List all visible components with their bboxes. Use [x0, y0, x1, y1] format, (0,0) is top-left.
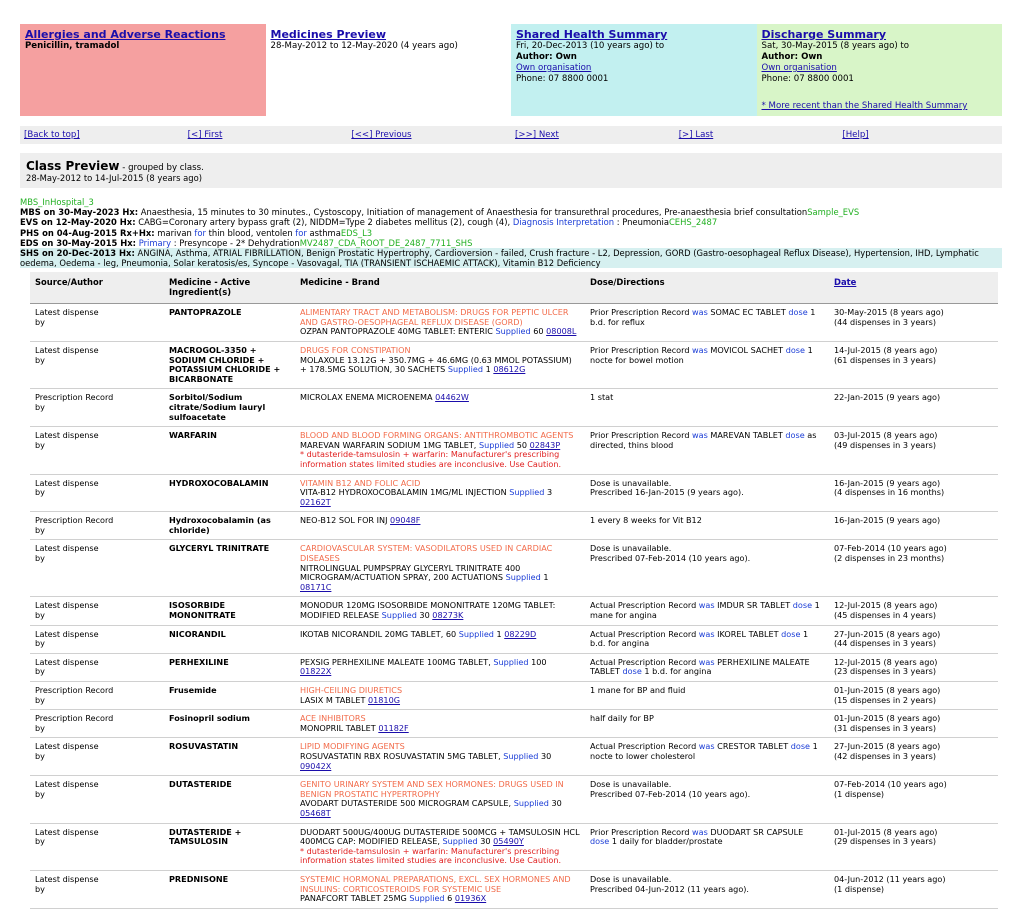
date-cell: 14-Jul-2015 (8 years ago) (61 dispenses in 3 years): [829, 341, 998, 388]
ds-more-recent-note[interactable]: * More recent than the Shared Health Summary: [761, 101, 968, 111]
col-brand: Medicine - Brand: [295, 272, 585, 304]
table-row: [30, 738, 998, 776]
source-cell: Latest dispense by: [30, 341, 164, 388]
brand-name: NEO-B12 SOL FOR INJ: [300, 515, 391, 526]
dose-cell: Actual Prescription Record was IMDUR SR TABLET dose 1 mane for angina: [585, 597, 829, 625]
pbs-code-link[interactable]: 01810G: [367, 694, 401, 705]
table-row: [30, 341, 998, 388]
brand-cell: [295, 474, 585, 512]
table-row: [30, 870, 998, 908]
supplied-label: Supplied: [447, 364, 484, 375]
ingredient-cell: PERHEXILINE: [164, 653, 295, 681]
mbs-inhospital-tag: MBS_InHospital_3: [20, 197, 94, 207]
table-row: [30, 682, 998, 710]
source-cell: Prescription Record by: [30, 389, 164, 427]
drug-class: DRUGS FOR CONSTIPATION: [300, 344, 411, 355]
brand-name: PEXSIG PERHEXILINE MALEATE 100MG TABLET,: [300, 656, 494, 667]
allergies-value: Penicillin, tramadol: [25, 41, 120, 51]
supplied-qty: 100: [528, 656, 547, 667]
supplied-label: Supplied: [478, 439, 515, 450]
shs-author: Author: Own: [516, 52, 577, 62]
dose-cell: Dose is unavailable. Prescribed 16-Jan-2015 (9 years ago).: [585, 474, 829, 512]
dose-cell: Dose is unavailable. Prescribed 07-Feb-2014 (10 years ago).: [585, 776, 829, 823]
brand-cell: [295, 427, 585, 474]
drug-class: ALIMENTARY TRACT AND METABOLISM: DRUGS FOR PEPTIC ULCER AND GASTRO-OESOPHAGEAL REFLUX DISEASE (GORD): [300, 307, 569, 327]
date-cell: 07-Feb-2014 (10 years ago) (1 dispense): [829, 776, 998, 823]
table-row: [30, 653, 998, 681]
page-title: Class Preview: [26, 159, 120, 173]
allergies-link[interactable]: Allergies and Adverse Reactions: [25, 28, 226, 41]
brand-name: AVODART DUTASTERIDE 500 MICROGRAM CAPSULE,: [300, 798, 514, 809]
medicines-preview-range: 28-May-2012 to 12-May-2020 (4 years ago): [270, 41, 458, 51]
date-cell: 03-Jul-2015 (8 years ago) (49 dispenses in 3 years): [829, 427, 998, 474]
ingredient-cell: PANTOPRAZOLE: [164, 304, 295, 342]
date-cell: 01-Jun-2015 (8 years ago) (31 dispenses in 3 years): [829, 710, 998, 738]
date-cell: 01-Jun-2015 (8 years ago) (15 dispenses in 2 years): [829, 682, 998, 710]
class-preview-range: 28-May-2012 to 14-Jul-2015 (8 years ago): [26, 173, 202, 183]
evs-line: EVS on 12-May-2020 Hx: CABG=Coronary artery bypass graft (2), NIDDM=Type 2 diabetes mellitus (2), cough (4), Diagnosis Interpretation : PneumoniaCEHS_2487: [20, 217, 718, 228]
brand-name: MONOPRIL TABLET: [300, 722, 379, 733]
nav-next[interactable]: [>>] Next: [515, 130, 559, 140]
source-cell: Latest dispense by: [30, 870, 164, 908]
source-cell: Latest dispense by: [30, 776, 164, 823]
date-cell: 01-Jul-2015 (8 years ago) (29 dispenses in 3 years): [829, 823, 998, 870]
drug-class: BLOOD AND BLOOD FORMING ORGANS: ANTITHROMBOTIC AGENTS: [300, 430, 574, 441]
col-active-ingredient: Medicine - Active Ingredient(s): [164, 272, 295, 304]
source-cell: Latest dispense by: [30, 597, 164, 625]
supplied-qty: 30: [538, 750, 552, 761]
discharge-summary-panel: [757, 24, 1003, 116]
col-date: [829, 272, 998, 304]
source-cell: Latest dispense by: [30, 474, 164, 512]
source-cell: Latest dispense by: [30, 653, 164, 681]
pbs-code-link[interactable]: 04462W: [435, 392, 469, 403]
ingredient-cell: WARFARIN: [164, 427, 295, 474]
ingredient-cell: Fosinopril sodium: [164, 710, 295, 738]
table-row: [30, 597, 998, 625]
dose-cell: Prior Prescription Record was DUODART SR CAPSULE dose 1 daily for bladder/prostate: [585, 823, 829, 870]
ingredient-cell: NICORANDIL: [164, 625, 295, 653]
brand-cell: [295, 710, 585, 738]
pbs-code-link[interactable]: 09048F: [390, 515, 421, 526]
table-row: [30, 823, 998, 870]
ingredient-cell: Frusemide: [164, 682, 295, 710]
pbs-code-link[interactable]: 08171C: [300, 581, 332, 592]
brand-cell: [295, 597, 585, 625]
col-source-author: Source/Author: [30, 272, 164, 304]
pbs-code-link[interactable]: 08612G: [493, 364, 526, 375]
brand-name: IKOTAB NICORANDIL 20MG TABLET, 60: [300, 628, 459, 639]
nav-first[interactable]: [<] First: [187, 130, 223, 140]
dose-cell: Prior Prescription Record was SOMAC EC TABLET dose 1 b.d. for reflux: [585, 304, 829, 342]
pbs-code-link[interactable]: 05468T: [300, 807, 331, 818]
shs-phone: Phone: 07 8800 0001: [516, 74, 609, 84]
dose-cell: half daily for BP: [585, 710, 829, 738]
date-cell: 30-May-2015 (8 years ago) (44 dispenses in 3 years): [829, 304, 998, 342]
pbs-code-link[interactable]: 01936X: [454, 893, 487, 904]
brand-name: MONODUR 120MG ISOSORBIDE MONONITRATE 120MG TABLET: MODIFIED RELEASE: [300, 600, 556, 621]
drug-class: LIPID MODIFYING AGENTS: [300, 741, 405, 752]
brand-name: ROSUVASTATIN RBX ROSUVASTATIN 5MG TABLET,: [300, 750, 504, 761]
drug-class: VITAMIN B12 AND FOLIC ACID: [300, 477, 421, 488]
date-sort-link[interactable]: Date: [834, 277, 857, 287]
date-cell: 12-Jul-2015 (8 years ago) (23 dispenses in 3 years): [829, 653, 998, 681]
supplied-label: Supplied: [509, 487, 545, 498]
pbs-code-link[interactable]: 08229D: [504, 628, 537, 639]
shs-organisation-link[interactable]: Own organisation: [516, 63, 592, 73]
shared-health-summary-panel: [511, 24, 757, 116]
supplied-label: Supplied: [503, 750, 539, 761]
ds-author: Author: Own: [761, 52, 823, 62]
dose-cell: Dose is unavailable. Prescribed 04-Jun-2012 (11 years ago).: [585, 870, 829, 908]
ingredient-cell: GLYCERYL TRINITRATE: [164, 540, 295, 597]
brand-cell: [295, 341, 585, 388]
brand-cell: [295, 540, 585, 597]
brand-name: MAREVAN WARFARIN SODIUM 1MG TABLET,: [300, 439, 479, 450]
interaction-warning: * dutasteride-tamsulosin + warfarin: Manufacturer's prescribing information states limited studies are inconclusive. Use Caution.: [300, 449, 562, 469]
ingredient-cell: Sorbitol/Sodium citrate/Sodium lauryl sulfoacetate: [164, 389, 295, 427]
brand-cell: [295, 738, 585, 776]
grouped-label: - grouped by class.: [119, 163, 204, 173]
table-row: [30, 427, 998, 474]
interaction-warning: * dutasteride-tamsulosin + warfarin: Manufacturer's prescribing information states limited studies are inconclusive. Use Caution.: [300, 845, 562, 866]
table-row: [30, 474, 998, 512]
source-cell: Prescription Record by: [30, 682, 164, 710]
pbs-code-link[interactable]: 01182F: [378, 722, 409, 733]
supplied-label: Supplied: [495, 326, 531, 337]
ingredient-cell: HYDROXOCOBALAMIN: [164, 474, 295, 512]
page-navigation: [20, 126, 1002, 144]
brand-name: VITA-B12 HYDROXOCOBALAMIN 1MG/ML INJECTION: [300, 487, 510, 498]
pbs-code-link[interactable]: 08273K: [432, 610, 464, 621]
supplied-qty: 1: [540, 572, 549, 583]
supplied-qty: 30: [416, 610, 433, 621]
brand-cell: [295, 682, 585, 710]
date-cell: 27-Jun-2015 (8 years ago) (42 dispenses in 3 years): [829, 738, 998, 776]
brand-name: PANAFCORT TABLET 25MG: [300, 893, 410, 904]
supplied-label: Supplied: [442, 836, 478, 847]
supplied-qty: 60: [530, 326, 547, 337]
nav-help[interactable]: [Help]: [842, 130, 869, 140]
nav-last[interactable]: [>] Last: [678, 130, 714, 140]
dose-cell: Actual Prescription Record was IKOREL TABLET dose 1 b.d. for angina: [585, 625, 829, 653]
source-cell: Latest dispense by: [30, 625, 164, 653]
supplied-qty: 1: [493, 628, 505, 639]
supplied-label: Supplied: [458, 628, 494, 639]
dose-cell: Actual Prescription Record was CRESTOR TABLET dose 1 nocte to lower cholesterol: [585, 738, 829, 776]
brand-name: DUODART 500UG/400UG DUTASTERIDE 500MCG + TAMSULOSIN HCL 400MCG CAP: MODIFIED RELEASE,: [300, 826, 580, 847]
nav-back-to-top[interactable]: [Back to top]: [24, 130, 80, 140]
table-row: [30, 512, 998, 540]
discharge-summary-link[interactable]: Discharge Summary: [761, 28, 887, 41]
supplied-label: Supplied: [513, 798, 549, 809]
dose-cell: 1 stat: [585, 389, 829, 427]
dose-cell: 1 mane for BP and fluid: [585, 682, 829, 710]
dose-cell: Prior Prescription Record was MAREVAN TABLET dose as directed, thins blood: [585, 427, 829, 474]
dose-cell: Dose is unavailable. Prescribed 07-Feb-2014 (10 years ago).: [585, 540, 829, 597]
phs-line: PHS on 04-Aug-2015 Rx+Hx: marivan for thin blood, ventolen for asthmaEDS_L3: [20, 227, 373, 238]
brand-name: MICROLAX ENEMA MICROENEMA: [300, 392, 436, 403]
source-cell: Latest dispense by: [30, 540, 164, 597]
supplied-qty: 3: [544, 487, 553, 498]
allergies-panel: [20, 24, 266, 116]
dose-cell: 1 every 8 weeks for Vit B12: [585, 512, 829, 540]
ingredient-cell: DUTASTERIDE: [164, 776, 295, 823]
supplied-label: Supplied: [381, 610, 417, 621]
brand-cell: [295, 653, 585, 681]
class-preview-header: [20, 153, 1002, 188]
nav-previous[interactable]: [<<] Previous: [351, 130, 412, 140]
medicines-table: [30, 272, 998, 909]
brand-cell: [295, 625, 585, 653]
ds-organisation-link[interactable]: Own organisation: [761, 63, 837, 73]
date-cell: 07-Feb-2014 (10 years ago) (2 dispenses in 23 months): [829, 540, 998, 597]
date-cell: 04-Jun-2012 (11 years ago) (1 dispense): [829, 870, 998, 908]
date-cell: 27-Jun-2015 (8 years ago) (44 dispenses in 3 years): [829, 625, 998, 653]
supplied-qty: 1: [483, 364, 494, 375]
pbs-code-link[interactable]: 08008L: [546, 326, 577, 337]
pbs-code-link[interactable]: 01822X: [300, 666, 332, 677]
supplied-label: Supplied: [493, 656, 529, 667]
pbs-code-link[interactable]: 09042X: [300, 760, 332, 771]
summary-panels: [20, 24, 1002, 116]
eds-line: EDS on 30-May-2015 Hx: Primary : Presyncope - 2* DehydrationMV2487_CDA_ROOT_DE_2487_7711_SHS: [20, 237, 473, 248]
col-dose-directions: Dose/Directions: [585, 272, 829, 304]
shs-line: SHS on 20-Dec-2013 Hx: ANGINA, Asthma, ATRIAL FIBRILLATION, Benign Prostatic Hypertrophy, Cardioversion - failed, Crush fracture - L2, Depression, GORD (Gastro-oesophageal Reflux Disease), Hypertension, IHD, Lymphatic oedema, Oedema - leg, Pneumonia, Solar keratosis/es, Syncope - Vasovagal, TIA (TRANSIENT ISCHAEMIC ATTACK), Vitamin B12 Deficiency: [20, 248, 1002, 268]
ds-phone: Phone: 07 8800 0001: [761, 74, 854, 84]
source-cell: Latest dispense by: [30, 738, 164, 776]
source-cell: Latest dispense by: [30, 304, 164, 342]
table-row: [30, 389, 998, 427]
table-row: [30, 304, 998, 342]
mbs-line: MBS on 30-May-2023 Hx: Anaesthesia, 15 minutes to 30 minutes., Cystoscopy, Initiation of management of Anaesthesia for transurethral procedures, Pre-anaesthesia brief consultationSample_EVS: [20, 207, 860, 218]
clinical-summary: [20, 197, 1002, 268]
pbs-code-link[interactable]: 02162T: [300, 496, 331, 507]
table-row: [30, 625, 998, 653]
supplied-qty: 30: [548, 798, 562, 809]
pbs-code-link[interactable]: 05490Y: [493, 836, 524, 847]
table-row: [30, 776, 998, 823]
date-cell: 16-Jan-2015 (9 years ago) (4 dispenses in 16 months): [829, 474, 998, 512]
ingredient-cell: ISOSORBIDE MONONITRATE: [164, 597, 295, 625]
supplied-qty: 30: [477, 836, 494, 847]
brand-name: MOLAXOLE 13.12G + 350.7MG + 46.6MG (0.63 MMOL POTASSIUM) + 178.5MG SOLUTION, 30 SACHETS: [300, 354, 572, 375]
drug-class: HIGH-CEILING DIURETICS: [300, 685, 403, 695]
source-cell: Latest dispense by: [30, 823, 164, 870]
ingredient-cell: Hydroxocobalamin (as chloride): [164, 512, 295, 540]
shs-date: Fri, 20-Dec-2013 (10 years ago) to: [516, 41, 665, 51]
supplied-qty: 50: [514, 439, 530, 450]
drug-class: ACE INHIBITORS: [300, 713, 366, 724]
drug-class: CARDIOVASCULAR SYSTEM: VASODILATORS USED IN CARDIAC DISEASES: [300, 543, 553, 564]
ds-date: Sat, 30-May-2015 (8 years ago) to: [761, 41, 910, 51]
table-row: [30, 540, 998, 597]
source-cell: Latest dispense by: [30, 427, 164, 474]
ingredient-cell: ROSUVASTATIN: [164, 738, 295, 776]
brand-cell: [295, 304, 585, 342]
brand-name: OZPAN PANTOPRAZOLE 40MG TABLET: ENTERIC: [300, 326, 496, 337]
source-cell: Prescription Record by: [30, 710, 164, 738]
brand-cell: [295, 512, 585, 540]
date-cell: 22-Jan-2015 (9 years ago): [829, 389, 998, 427]
dose-cell: Actual Prescription Record was PERHEXILINE MALEATE TABLET dose 1 b.d. for angina: [585, 653, 829, 681]
medicines-preview-panel: [266, 24, 512, 116]
medicines-preview-link[interactable]: Medicines Preview: [270, 28, 387, 41]
supplied-label: Supplied: [505, 572, 541, 583]
supplied-qty: 6: [444, 893, 455, 904]
drug-class: SYSTEMIC HORMONAL PREPARATIONS, EXCL. SEX HORMONES AND INSULINS: CORTICOSTEROIDS FOR SYSTEMIC USE: [300, 873, 571, 894]
drug-class: GENITO URINARY SYSTEM AND SEX HORMONES: DRUGS USED IN BENIGN PROSTATIC HYPERTROPHY: [300, 779, 564, 799]
ingredient-cell: DUTASTERIDE + TAMSULOSIN: [164, 823, 295, 870]
shared-health-summary-link[interactable]: Shared Health Summary: [516, 28, 668, 41]
brand-cell: [295, 870, 585, 908]
table-row: [30, 710, 998, 738]
supplied-label: Supplied: [409, 893, 445, 904]
ingredient-cell: PREDNISONE: [164, 870, 295, 908]
date-cell: 12-Jul-2015 (8 years ago) (45 dispenses in 4 years): [829, 597, 998, 625]
source-cell: Prescription Record by: [30, 512, 164, 540]
brand-cell: [295, 823, 585, 870]
table-header-row: [30, 272, 998, 304]
brand-cell: [295, 389, 585, 427]
brand-name: LASIX M TABLET: [300, 694, 368, 705]
pbs-code-link[interactable]: 02843P: [529, 439, 561, 450]
brand-cell: [295, 776, 585, 823]
dose-cell: Prior Prescription Record was MOVICOL SACHET dose 1 nocte for bowel motion: [585, 341, 829, 388]
date-cell: 16-Jan-2015 (9 years ago): [829, 512, 998, 540]
ingredient-cell: MACROGOL-3350 + SODIUM CHLORIDE + POTASSIUM CHLORIDE + BICARBONATE: [164, 341, 295, 388]
brand-name: NITROLINGUAL PUMPSPRAY GLYCERYL TRINITRATE 400 MICROGRAM/ACTUATION SPRAY, 200 ACTUATIONS: [300, 562, 521, 583]
